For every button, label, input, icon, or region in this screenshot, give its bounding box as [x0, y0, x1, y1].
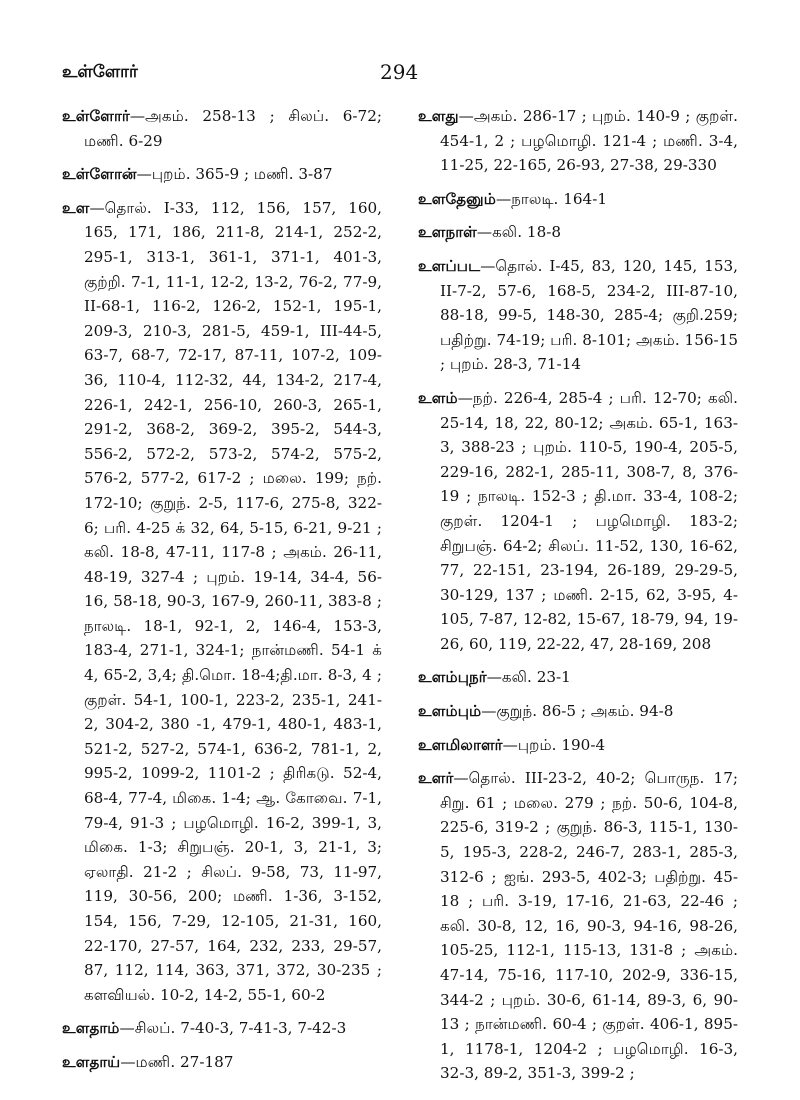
entry-references: —நாலடி. 164-1	[496, 189, 607, 208]
index-entry	[62, 1016, 382, 1041]
entry-headword: உளநாள்	[418, 223, 477, 242]
entry-headword: உளதேனும்	[418, 189, 496, 208]
entry-references: —அகம். 258-13 ; சிலப். 6-72; மணி. 6-29	[84, 107, 382, 150]
entry-references: —குறுந். 86-5 ; அகம். 94-8	[481, 702, 674, 721]
index-entry	[418, 254, 738, 377]
index-entry	[62, 196, 382, 1008]
entry-references: —கலி. 18-8	[476, 223, 562, 242]
entry-headword: உள	[62, 198, 90, 217]
index-entry	[418, 766, 738, 1086]
entry-headword: உளம்பும்	[418, 702, 482, 721]
index-entry	[418, 665, 738, 690]
entry-headword: உளம்	[418, 388, 458, 407]
entry-references: —மணி. 27-187	[120, 1052, 234, 1071]
index-entry	[418, 386, 738, 657]
index-entry	[62, 1050, 382, 1075]
entry-references: —புறம். 190-4	[502, 735, 606, 754]
index-entry	[418, 220, 738, 245]
entry-headword: உளதாம்	[62, 1019, 120, 1038]
running-head: உள்ளோர்	[62, 62, 138, 82]
entry-references: —கலி. 23-1	[486, 668, 571, 687]
entry-headword: உளமிலாளர்	[418, 735, 503, 754]
entry-headword: உளப்பட	[418, 256, 481, 275]
entry-headword: உளர்	[418, 769, 454, 788]
index-entry	[418, 733, 738, 758]
page-number: 294	[380, 60, 419, 84]
entry-references: —தொல். I-33, 112, 156, 157, 160, 165, 171, 186, 211-8, 214-1, 252-2, 295-1, 313-1, 361-1, 371-1, 401-3, குற்றி. 7-1, 11-1, 12-2, 13-2, 76-2, 77-9, II-68-1, 116-2, 126-2, 152-1, 195-1, 209-3, 210-3, 281-5, 459-1, III-44-5, 63-7, 68-7, 72-17, 87-11, 107-2, 109-36, 110-4, 112-32, 44, 134-2, 217-4, 226-1, 242-1, 256-10, 260-3, 265-1, 291-2, 368-2, 369-2, 395-2, 544-3, 556-2, 572-2, 573-2, 574-2, 575-2, 576-2, 577-2, 617-2 ; மலை. 199; நற். 172-10; குறுந். 2-5, 117-6, 275-8, 322-6; பரி. 4-25 க் 32, 64, 5-15, 6-21, 9-21 ; கலி. 18-8, 47-11, 117-8 ; அகம். 26-11, 48-19, 327-4 ; புறம். 19-14, 34-4, 56-16, 58-18, 90-3, 167-9, 260-11, 383-8 ; நாலடி. 18-1, 92-1, 2, 146-4, 153-3, 183-4, 271-1, 324-1; நான்மணி. 54-1 க் 4, 65-2, 3,4; தி.மொ. 18-4;தி.மா. 8-3, 4 ; குறள். 54-1, 100-1, 223-2, 235-1, 241-2, 304-2, 380 -1, 479-1, 480-1, 483-1, 521-2, 527-2, 574-1, 636-2, 781-1, 2, 995-2, 1099-2, 1101-2 ; திரிகடு. 52-4, 68-4, 77-4, மிகை. 1-4; ஆ. கோவை. 7-1, 79-4, 91-3 ; பழமொழி. 16-2, 399-1, 3, மிகை. 1-3; சிறுபஞ். 20-1, 3, 21-1, 3; ஏலாதி. 21-2 ; சிலப். 9-58, 73, 11-97, 119, 30-56, 200; மணி. 1-36, 3-152, 154, 156, 7-29, 12-105, 21-31, 160, 22-170, 27-57, 164, 232, 233, 29-57, 87, 112, 114, 363, 371, 372, 30-235 ; களவியல். 10-2, 14-2, 55-1, 60-2	[84, 198, 382, 1004]
entry-references: —தொல். III-23-2, 40-2; பொருந. 17; சிறு. 61 ; மலை. 279 ; நற். 50-6, 104-8, 225-6, 319-2 ; குறுந். 86-3, 115-1, 130-5, 195-3, 228-2, 246-7, 283-1, 285-3, 312-6 ; ஐங். 293-5, 402-3; பதிற்று. 45-18 ; பரி. 3-19, 17-16, 21-63, 22-46 ; கலி. 30-8, 12, 16, 90-3, 94-16, 98-26, 105-25, 112-1, 115-13, 131-8 ; அகம். 47-14, 75-16, 117-10, 202-9, 336-15, 344-2 ; புறம். 30-6, 61-14, 89-3, 6, 90-13 ; நான்மணி. 60-4 ; குறள். 406-1, 895-1, 1178-1, 1204-2 ; பழமொழி. 16-3, 32-3, 89-2, 351-3, 399-2 ;	[440, 769, 738, 1083]
entry-headword: உள்ளோன்	[62, 165, 137, 184]
entry-headword: உள்ளோர்	[62, 107, 130, 125]
index-entry	[418, 699, 738, 724]
index-entry	[418, 104, 738, 178]
entry-references: —புறம். 365-9 ; மணி. 3-87	[136, 165, 333, 184]
entry-headword: உளது	[418, 107, 459, 125]
entry-headword: உளதாய்	[62, 1052, 121, 1071]
index-entry	[418, 187, 738, 212]
left-column	[62, 104, 382, 1084]
index-entry	[62, 104, 382, 153]
entry-references: —அகம். 286-17 ; புறம். 140-9 ; குறள். 454-1, 2 ; பழமொழி. 121-4 ; மணி. 3-4, 11-25, 22-165, 26-93, 27-38, 29-330	[440, 107, 738, 175]
entry-references: —நற். 226-4, 285-4 ; பரி. 12-70; கலி. 25-14, 18, 22, 80-12; அகம். 65-1, 163-3, 388-23 ; புறம். 110-5, 190-4, 205-5, 229-16, 282-1, 285-11, 308-7, 8, 376-19 ; நாலடி. 152-3 ; தி.மா. 33-4, 108-2; குறள். 1204-1 ; பழமொழி. 183-2; சிறுபஞ். 64-2; சிலப். 11-52, 130, 16-62, 77, 22-151, 23-194, 26-189, 29-29-5, 30-129, 137 ; மணி. 2-15, 62, 3-95, 4-105, 7-87, 12-82, 15-67, 18-79, 94, 19-26, 60, 119, 22-22, 47, 28-169, 208	[440, 388, 738, 653]
entry-references: —தொல். I-45, 83, 120, 145, 153, II-7-2, 57-6, 168-5, 234-2, III-87-10, 88-18, 99-5, 148-30, 285-4; குறி.259; பதிற்று. 74-19; பரி. 8-101; அகம். 156-15 ; புறம். 28-3, 71-14	[440, 256, 738, 374]
right-column	[418, 104, 738, 1095]
index-entry	[62, 162, 382, 187]
entry-headword: உளம்புநர்	[418, 668, 487, 687]
entry-references: —சிலப். 7-40-3, 7-41-3, 7-42-3	[119, 1019, 347, 1038]
